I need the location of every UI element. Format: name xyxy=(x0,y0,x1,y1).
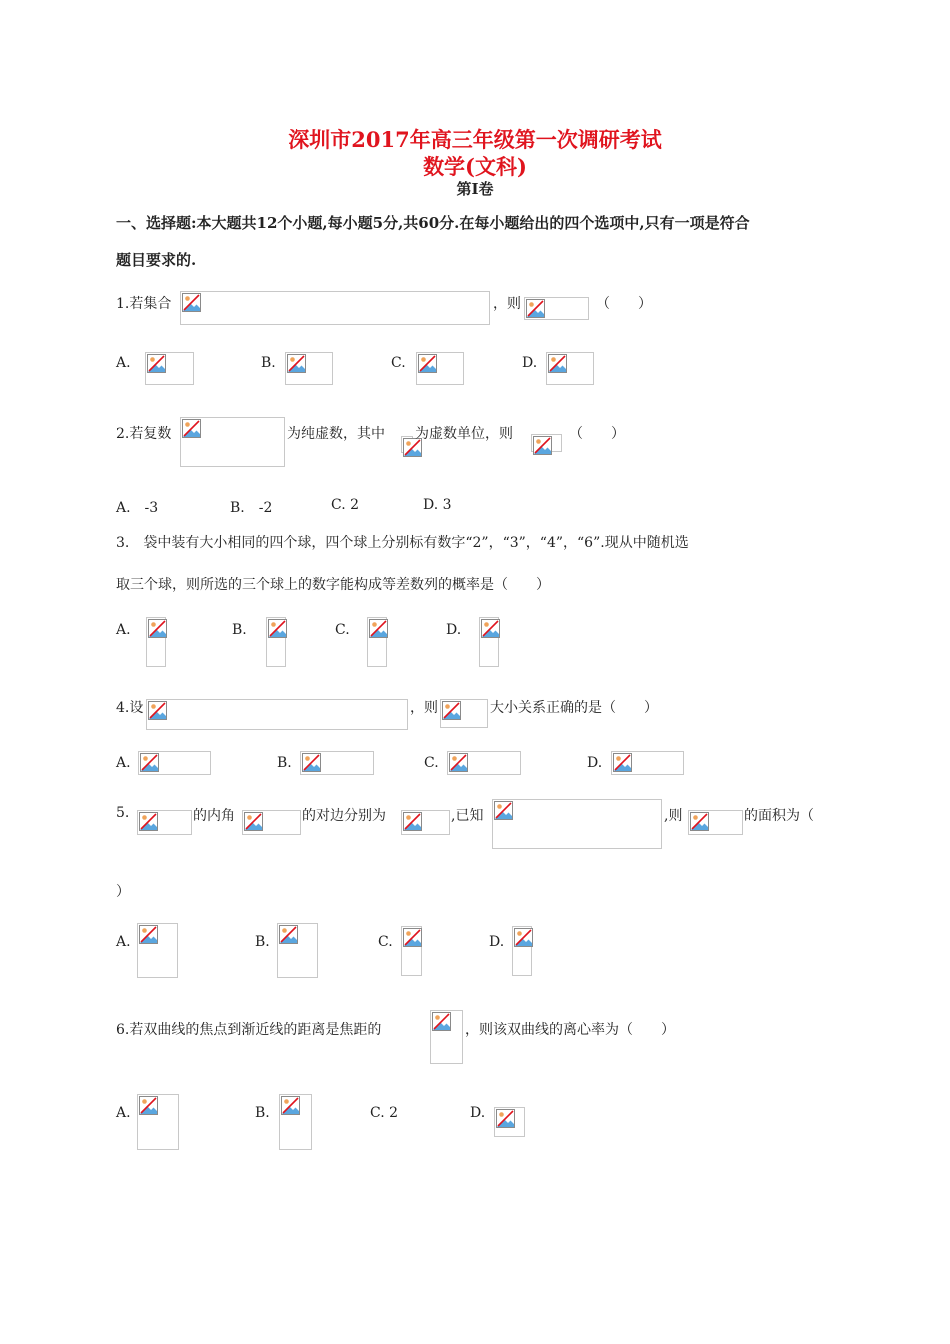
formula-image xyxy=(401,436,413,453)
formula-image xyxy=(611,751,684,775)
formula-image xyxy=(145,352,194,385)
q5-option-b: B. xyxy=(255,934,270,950)
q3-option-a: A. xyxy=(116,622,131,638)
q5-option-a: A. xyxy=(116,934,131,950)
formula-image xyxy=(531,434,562,452)
q6-stem-a: 6.若双曲线的焦点到渐近线的距离是焦距的 xyxy=(116,1022,382,1038)
q5-stem-c: 的对边分别为 xyxy=(302,808,386,824)
formula-image xyxy=(242,810,301,835)
q5-stem-f: 的面积为（ xyxy=(744,808,814,824)
q1-option-a: A. xyxy=(116,355,131,371)
q1-stem-b: ，则 xyxy=(493,296,521,312)
q5-stem-b: 的内角 xyxy=(193,808,235,824)
q2-option-b: B. -2 xyxy=(230,500,273,516)
formula-image xyxy=(180,291,490,325)
q6-option-a: A. xyxy=(116,1105,131,1121)
page-title: 深圳市2017年高三年级第一次调研考试 xyxy=(288,127,662,152)
section-heading: 第I卷 xyxy=(456,180,494,198)
formula-image xyxy=(416,352,464,385)
formula-image xyxy=(146,699,408,730)
q5-option-d: D. xyxy=(489,934,505,950)
formula-image xyxy=(401,810,450,835)
q4-stem-b: ，则 xyxy=(410,700,438,716)
q1-option-c: C. xyxy=(391,355,406,371)
q6-option-d: D. xyxy=(470,1105,486,1121)
formula-image xyxy=(401,926,422,976)
formula-image xyxy=(447,751,521,775)
q1-stem-a: 1.若集合 xyxy=(116,296,172,312)
q2-option-d: D. 3 xyxy=(423,497,452,513)
formula-image xyxy=(300,751,374,775)
q2-option-c: C. 2 xyxy=(331,497,360,513)
q6-option-b: B. xyxy=(255,1105,270,1121)
q1-option-d: D. xyxy=(522,355,538,371)
q4-stem-c: 大小关系正确的是（ ） xyxy=(490,700,658,716)
q6-stem-b: ，则该双曲线的离心率为（ ） xyxy=(465,1022,675,1038)
q4-stem-a: 4.设 xyxy=(116,700,144,716)
formula-image xyxy=(440,699,488,728)
formula-image xyxy=(137,810,192,835)
q3-line2: 取三个球，则所选的三个球上的数字能构成等差数列的概率是（ ） xyxy=(116,577,550,593)
q2-stem-a: 2.若复数 xyxy=(116,426,172,442)
q4-option-d: D. xyxy=(587,755,603,771)
formula-image xyxy=(137,1094,179,1150)
q5-stem-g: ） xyxy=(116,884,130,900)
q3-option-c: C. xyxy=(335,622,350,638)
q1-option-b: B. xyxy=(261,355,276,371)
formula-image xyxy=(138,751,211,775)
q2-paren: （ ） xyxy=(569,426,625,442)
formula-image xyxy=(367,617,387,667)
instructions-line2: 题目要求的. xyxy=(116,251,197,269)
formula-image xyxy=(492,799,662,849)
page-subtitle: 数学(文科) xyxy=(423,154,527,179)
q3-line1: 3. 袋中装有大小相同的四个球，四个球上分别标有数字“2”，“3”，“4”，“6”.现从中随机选 xyxy=(116,535,689,551)
formula-image xyxy=(266,617,286,667)
formula-image xyxy=(430,1010,463,1064)
formula-image xyxy=(137,923,178,978)
formula-image xyxy=(524,297,589,320)
q4-option-b: B. xyxy=(277,755,292,771)
formula-image xyxy=(285,352,333,385)
q4-option-a: A. xyxy=(116,755,131,771)
formula-image xyxy=(494,1107,525,1137)
q5-stem-a: 5. xyxy=(116,805,130,821)
q2-stem-c: 为虚数单位，则 xyxy=(415,426,513,442)
formula-image xyxy=(277,923,318,978)
instructions-line1: 一、选择题:本大题共12个小题,每小题5分,共60分.在每小题给出的四个选项中,只有一项是符合 xyxy=(116,214,750,232)
formula-image xyxy=(479,617,499,667)
formula-image xyxy=(546,352,594,385)
q2-stem-b: 为纯虚数，其中 xyxy=(287,426,385,442)
formula-image xyxy=(688,810,743,835)
q5-option-c: C. xyxy=(378,934,393,950)
q2-option-a: A. -3 xyxy=(116,500,159,516)
formula-image xyxy=(512,926,532,976)
formula-image xyxy=(180,417,285,467)
formula-image xyxy=(279,1094,312,1150)
q6-option-c: C. 2 xyxy=(370,1105,399,1121)
q3-option-d: D. xyxy=(446,622,462,638)
q1-paren: （ ） xyxy=(596,296,652,312)
q4-option-c: C. xyxy=(424,755,439,771)
q3-option-b: B. xyxy=(232,622,247,638)
formula-image xyxy=(146,617,166,667)
q5-stem-e: ,则 xyxy=(664,808,683,824)
q5-stem-d: ,已知 xyxy=(451,808,484,824)
